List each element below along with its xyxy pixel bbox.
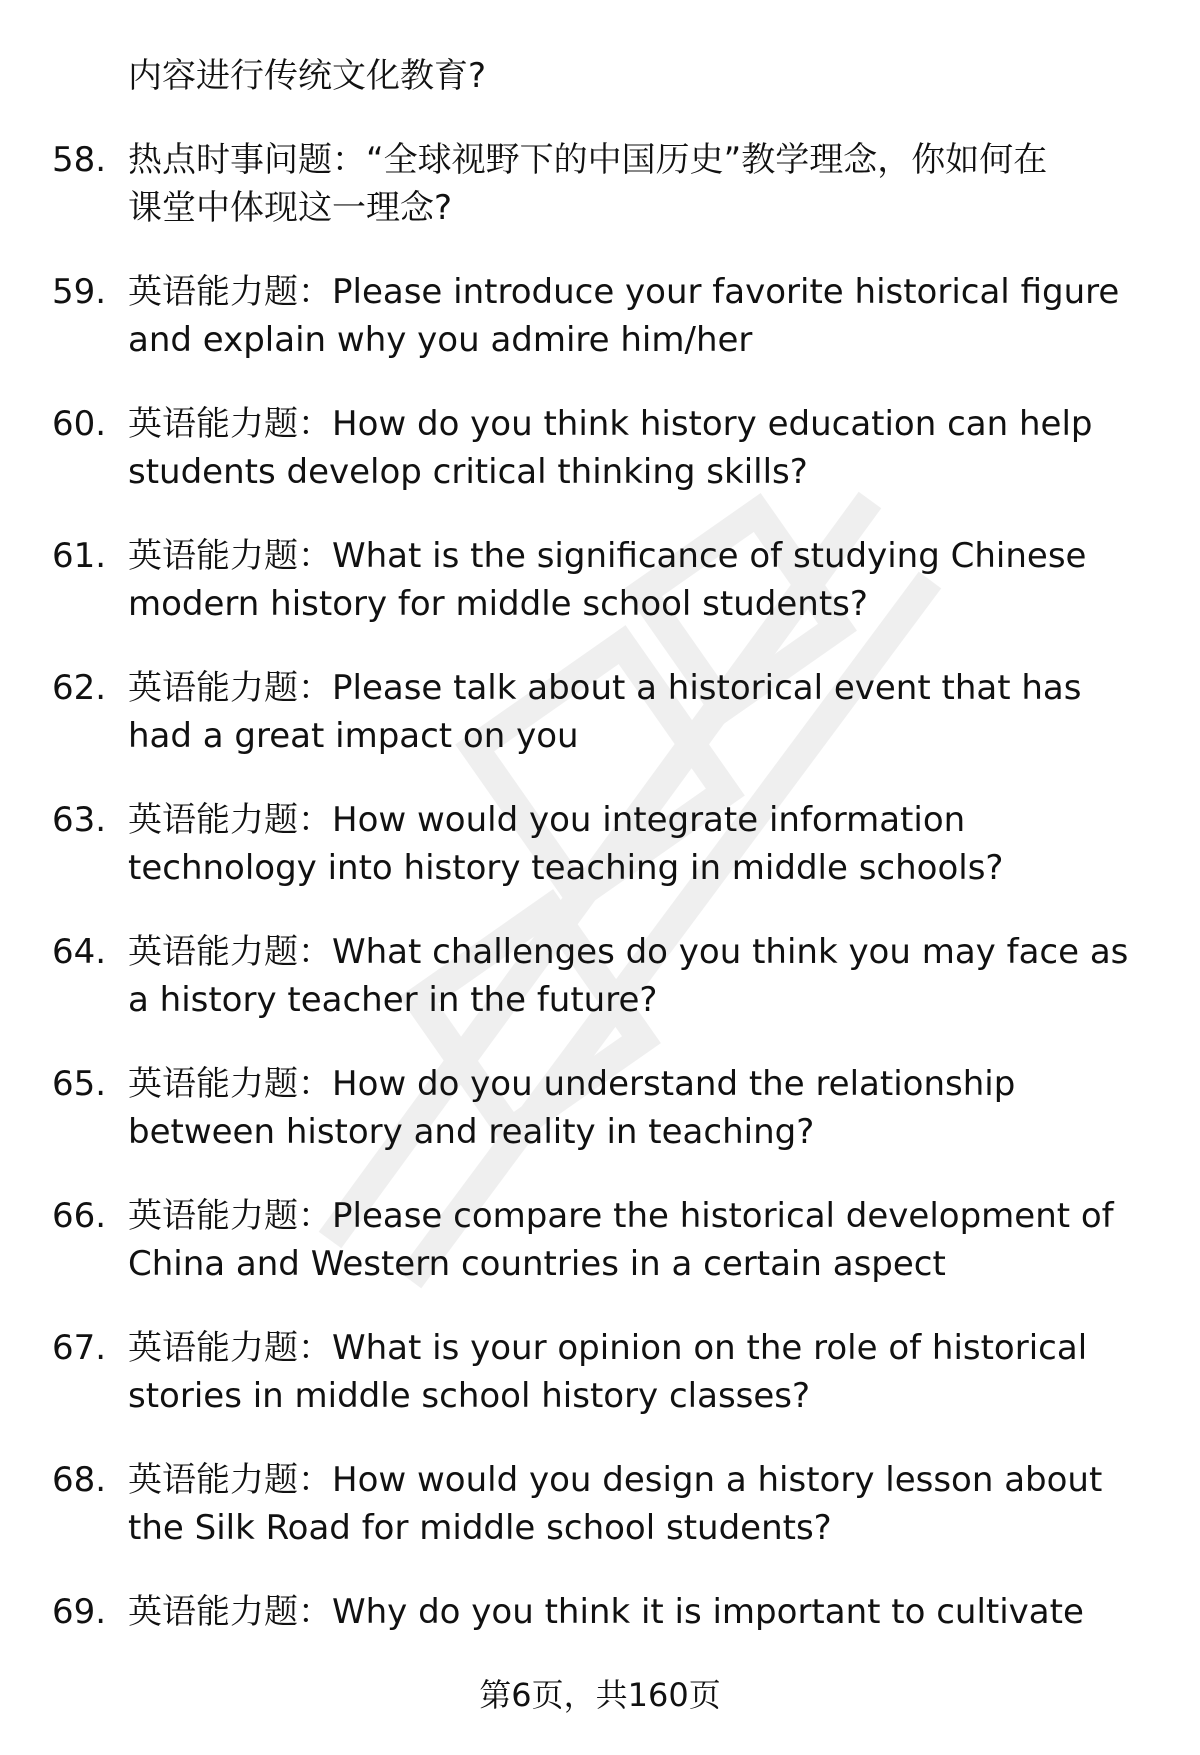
question-item [0,400,1200,496]
question-text: had a great impact on you [128,716,579,756]
question-text: 英语能力题：Please compare the historical development of [128,1196,1114,1236]
question-item [0,136,1200,232]
question-text: 英语能力题：Please introduce your favorite historical figure [128,272,1120,312]
question-text: the Silk Road for middle school students? [128,1508,832,1548]
question-text: 英语能力题：Please talk about a historical event that has [128,668,1082,708]
question-text: modern history for middle school students? [128,584,868,624]
question-item [0,1324,1200,1420]
question-number: 59. [52,272,107,312]
question-number: 61. [52,536,107,576]
question-number: 67. [52,1328,107,1368]
question-text: 英语能力题：What challenges do you think you may face as [128,932,1129,972]
question-number: 63. [52,800,107,840]
question-item [0,532,1200,628]
question-number: 69. [52,1592,107,1632]
question-item [0,1456,1200,1552]
question-text: 英语能力题：How would you design a history lesson about [128,1460,1103,1500]
question-item [0,1192,1200,1288]
question-text: 热点时事问题：“全球视野下的中国历史”教学理念，你如何在 [128,140,1048,180]
question-text: 英语能力题：How would you integrate information [128,800,966,840]
question-text: 英语能力题：How do you think history education can help [128,404,1093,444]
question-text: students develop critical thinking skills? [128,452,808,492]
question-text: 英语能力题：How do you understand the relationship [128,1064,1016,1104]
question-item [0,1060,1200,1156]
question-number: 68. [52,1460,107,1500]
question-number: 60. [52,404,107,444]
question-text: between history and reality in teaching? [128,1112,815,1152]
question-number: 62. [52,668,107,708]
question-text: 英语能力题：What is the significance of studying Chinese [128,536,1087,576]
question-number: 64. [52,932,107,972]
question-item [0,1588,1200,1636]
question-number: 58. [52,140,107,180]
question-number: 65. [52,1064,107,1104]
question-number: 66. [52,1196,107,1236]
question-text: China and Western countries in a certain aspect [128,1244,946,1284]
question-text: 课堂中体现这一理念? [128,188,453,228]
question-item [0,664,1200,760]
page-footer: 第6页，共160页 [479,1676,721,1714]
question-list [0,52,1200,1636]
question-text: 英语能力题：Why do you think it is important to cultivate [128,1592,1084,1632]
question-text: stories in middle school history classes? [128,1376,811,1416]
question-text: 英语能力题：What is your opinion on the role of historical [128,1328,1088,1368]
question-text: and explain why you admire him/her [128,320,753,360]
question-item [0,268,1200,364]
question-item [0,928,1200,1024]
question-text: technology into history teaching in middle schools? [128,848,1004,888]
continuation-line: 内容进行传统文化教育? [128,56,487,96]
question-text: a history teacher in the future? [128,980,658,1020]
question-item [0,796,1200,892]
